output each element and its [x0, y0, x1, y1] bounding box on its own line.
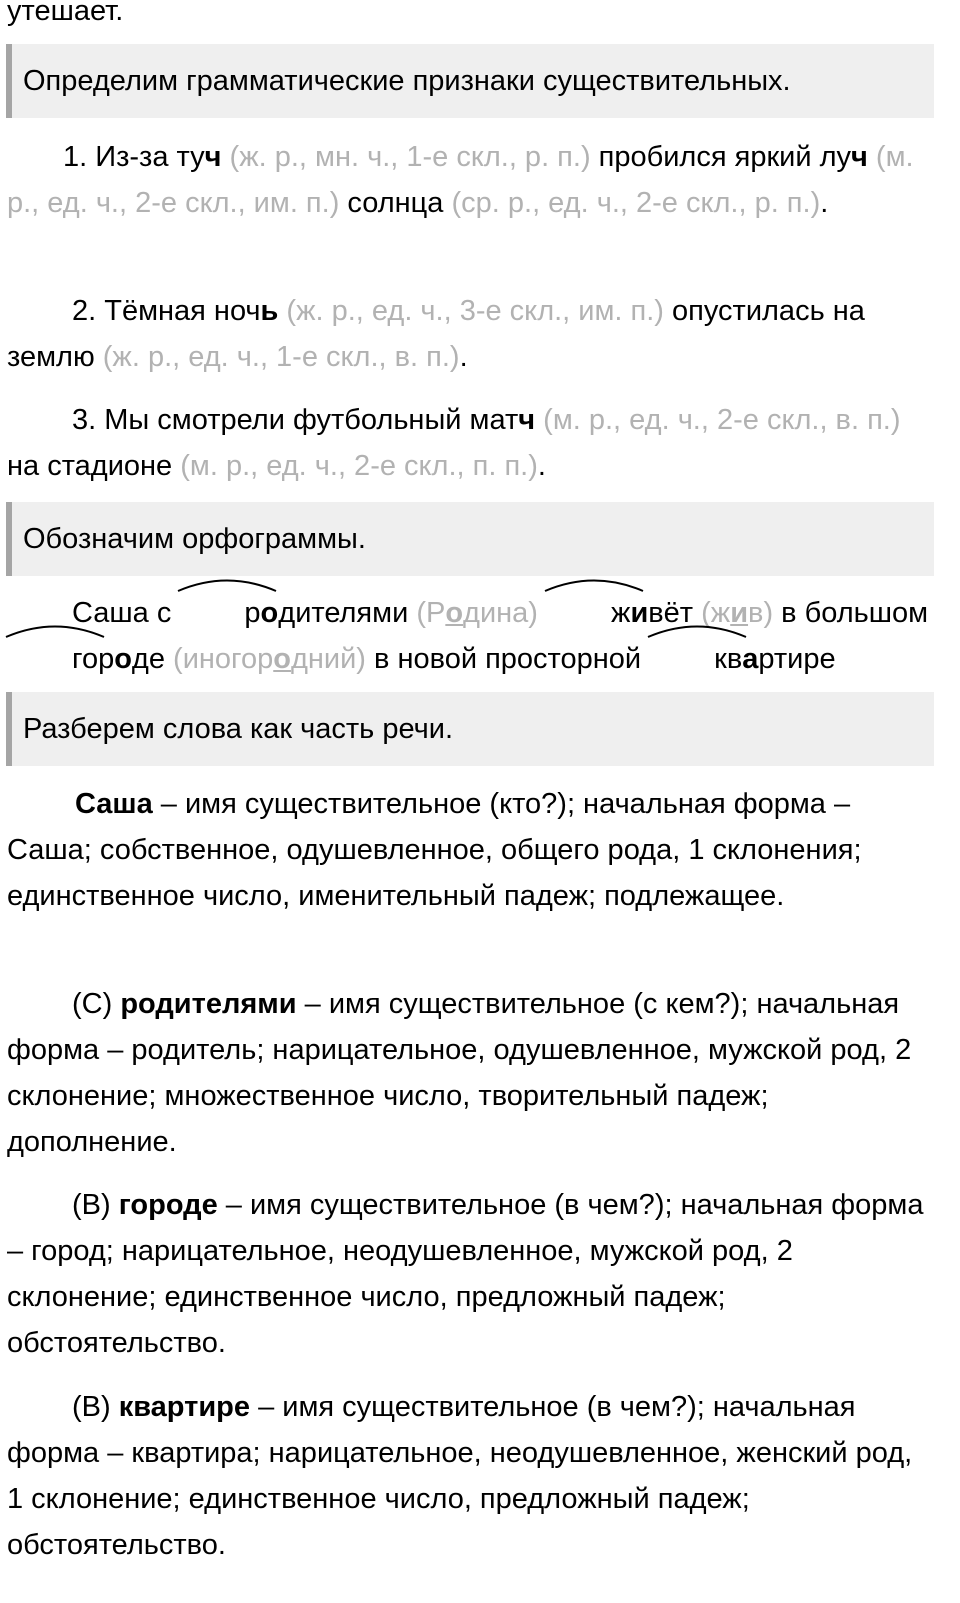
- parsing-paragraph-roditelyami: [7, 981, 934, 1165]
- sentence-end: .: [459, 341, 468, 373]
- root-arc-icon: [544, 576, 644, 592]
- check-word: дний): [290, 643, 366, 675]
- root-letter: гор: [72, 643, 115, 675]
- sentence-text: на стадионе: [7, 450, 173, 482]
- grammar-annotation: (м. р., ед. ч., 2-е скл., в. п.): [535, 404, 901, 436]
- parsed-word: городе: [118, 1189, 218, 1221]
- sentence-text: 2. Тёмная ноч: [72, 295, 261, 327]
- grammar-sentence-2: [7, 288, 934, 380]
- check-word: (ж: [701, 597, 731, 629]
- word-ending: е: [819, 643, 836, 675]
- root-letter: де: [131, 643, 165, 675]
- grammar-annotation: (ж. р., ед. ч., 1-е скл., в. п.): [94, 341, 460, 373]
- sentence-text: солнца: [339, 187, 444, 219]
- root-letter: в: [648, 597, 664, 629]
- parsed-word: Саша: [75, 788, 153, 820]
- word-roditelyami-root: [179, 590, 295, 636]
- preposition-prefix: (В): [72, 1391, 119, 1423]
- sentence-text: пробился яркий лу: [590, 141, 852, 173]
- root-letter: ж: [611, 597, 631, 629]
- check-word-vowel: и: [730, 597, 749, 629]
- grammar-annotation: (м. р., ед. ч., 2-е скл., п. п.): [172, 450, 538, 482]
- check-word: (иногор: [164, 643, 274, 675]
- parsed-word: родителями: [120, 988, 297, 1020]
- check-word-vowel: о: [445, 597, 464, 629]
- noun-ending: ч: [851, 141, 868, 173]
- grammar-annotation: (ср. р., ед. ч., 2-е скл., р. п.): [443, 187, 821, 219]
- check-word: в): [748, 597, 774, 629]
- parsing-text: – имя существительное (в чем?); начальная форма – город; нарицательное, неодушевленное, мужской род, 2 склонение; единственное число, предложный падеж; обстоятельство.: [7, 1189, 924, 1359]
- root-letter: р: [244, 597, 261, 629]
- sentence-end: .: [820, 187, 829, 219]
- sentence-text: в большом: [773, 597, 929, 629]
- grammar-sentence-1: [7, 134, 934, 226]
- grammar-annotation: (ж. р., ед. ч., 3-е скл., им. п.): [278, 295, 664, 327]
- grammar-sentence-3: [7, 397, 934, 489]
- root-letter: ртир: [758, 643, 820, 675]
- word-kvartire-root: [649, 636, 819, 682]
- grammar-annotation: (ж. р., мн. ч., 1-е скл., р. п.): [221, 141, 591, 173]
- preposition-prefix: (С): [72, 988, 121, 1020]
- check-word: дина): [463, 597, 538, 629]
- noun-ending: ч: [518, 404, 536, 436]
- check-word: (Р: [416, 597, 446, 629]
- section-heading-grammar: Определим грамматические признаки существительных.: [6, 44, 934, 118]
- sentence-end: .: [537, 450, 546, 482]
- parsing-paragraph-kvartire: [7, 1384, 934, 1568]
- root-letter: д: [278, 597, 296, 629]
- sentence-text: 3. Мы смотрели футбольный мат: [72, 404, 519, 436]
- grammar-annotation: (м. р., ед. ч., 2-е скл., им. п.): [7, 141, 914, 219]
- parsing-text: – имя существительное (кто?); начальная форма – Саша; собственное, одушевленное, общего рода, 1 склонения; единственное число, именительный падеж; подлежащее.: [7, 788, 862, 912]
- spelling-vowel: и: [630, 597, 649, 629]
- word-ending: ёт: [663, 597, 702, 629]
- section-heading-parsing: Разберем слова как часть речи.: [6, 692, 934, 766]
- parsing-paragraph-gorode: [7, 1182, 934, 1366]
- preposition-prefix: (В): [72, 1189, 119, 1221]
- noun-ending: ч: [204, 141, 222, 173]
- parsed-word: квартире: [118, 1391, 251, 1423]
- sentence-text: в новой просторной: [365, 643, 650, 675]
- parsing-paragraph-sasha: [7, 781, 934, 919]
- sentence-text: опустилась на землю: [7, 295, 865, 373]
- word-zhivet-root: [546, 590, 664, 636]
- section-heading-spelling: Обозначим орфограммы.: [6, 502, 934, 576]
- parsing-text: – имя существительное (в чем?); начальная форма – квартира; нарицательное, неодушевленное, женский род, 1 склонение; единственное число, предложный падеж; обстоятельство.: [7, 1391, 913, 1561]
- noun-ending: ь: [260, 295, 279, 327]
- spelling-vowel: о: [260, 597, 279, 629]
- continued-text: утешает.: [7, 0, 124, 27]
- check-word-vowel: о: [273, 643, 291, 675]
- word-ending: ителями: [295, 597, 417, 629]
- root-arc-icon: [177, 576, 277, 592]
- spelling-vowel: а: [742, 643, 759, 675]
- sentence-text: Саша с: [72, 597, 180, 629]
- root-letter: кв: [714, 643, 743, 675]
- space: [538, 597, 546, 629]
- spelling-vowel: о: [114, 643, 132, 675]
- sentence-text: 1. Из-за ту: [63, 141, 205, 173]
- word-gorode-root: [7, 636, 165, 682]
- parsing-text: – имя существительное (с кем?); начальная форма – родитель; нарицательное, одушевленное, мужской род, 2 склонение; множественное число, творительный падеж; дополнение.: [7, 988, 912, 1158]
